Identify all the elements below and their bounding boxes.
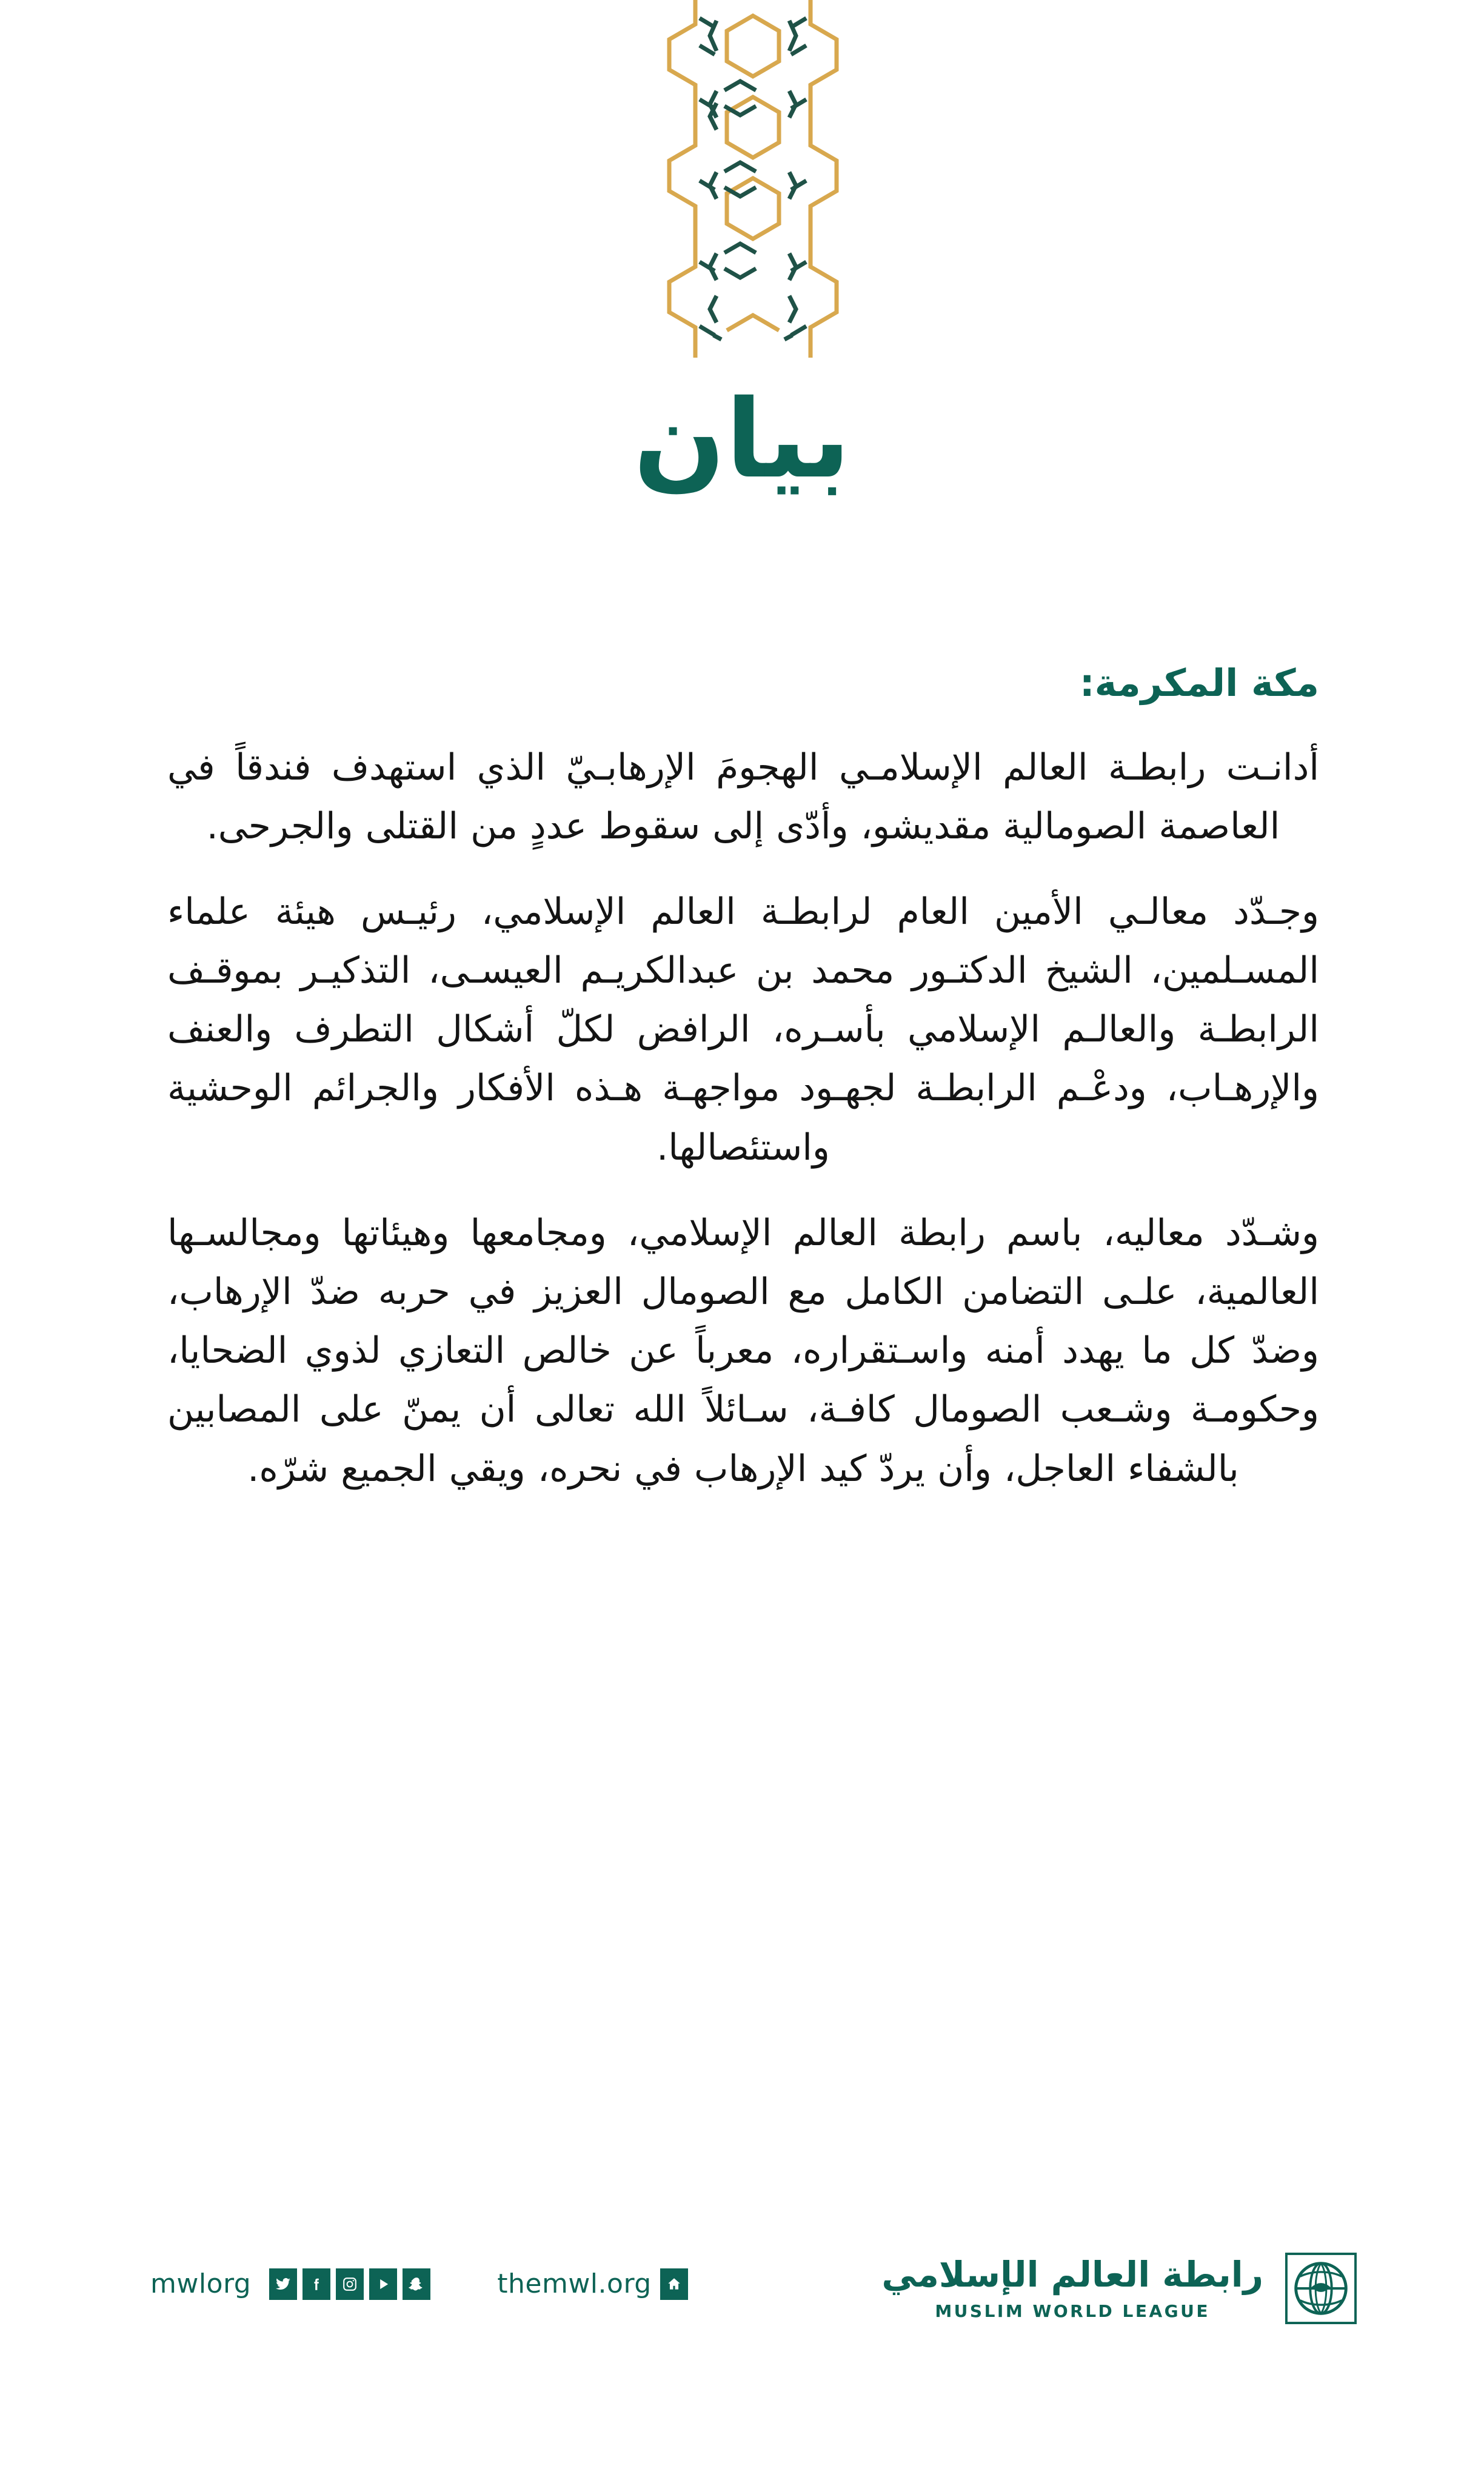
footer bbox=[0, 2243, 1484, 2401]
facebook-icon[interactable] bbox=[302, 2268, 330, 2300]
paragraph-1: أدانـت رابطـة العالم الإسلامـي الهجومَ الإرهابـيّ الذي استهدف فندقاً في العاصمة الصومالية مقديشو، وأدّى إلى سقوط عددٍ من القتلى والجرحى. bbox=[167, 746, 1319, 847]
dateline: مكة المكرمة: bbox=[1079, 661, 1319, 705]
snapchat-icon[interactable] bbox=[403, 2268, 430, 2300]
social-handle: mwlorg bbox=[150, 2268, 252, 2299]
home-icon[interactable] bbox=[660, 2268, 688, 2300]
mwl-wordmark bbox=[881, 2253, 1263, 2322]
mwl-logo bbox=[881, 2253, 1357, 2324]
paragraph-3: وشـدّد معاليه، باسم رابطة العالم الإسلامي، ومجامعها وهيئاتها ومجالسـها العالمية، علـى التضامن الكامل مع الصومال العزيز في حربه ضدّ الإرهاب، وضدّ كل ما يهدد أمنه واسـتقراره، معرباً عن خالص التعازي لذوي الضحايا، وحكومـة وشـعب الصومال كافـة، سـائلاً الله تعالى أن يمنّ على المصابين بالشفاء العاجل، وأن يردّ كيد الإرهاب في نحره، ويقي الجميع شرّه. bbox=[167, 1211, 1319, 1490]
statement-body bbox=[167, 660, 1319, 1499]
social-icon-row bbox=[269, 2268, 430, 2300]
website-group bbox=[497, 2268, 687, 2300]
paragraph-2: وجـدّد معالـي الأمين العام لرابطـة العالم الإسلامي، رئيـس هيئة علماء المسـلمين، الشيخ الدكتـور محمد بن عبدالكريـم العيسـى، التذكيـر بموقـف الرابطـة والعالـم الإسلامي بأسـره، الرافض لكلّ أشكال التطرف والعنف والإرهـاب، ودعْـم الرابطـة لجهـود مواجهـة هـذه الأفكار والجرائم الوحشية واستئصالها. bbox=[167, 890, 1319, 1169]
mwl-name-arabic: رابطة العالم الإسلامي bbox=[881, 2253, 1263, 2295]
website-url: themwl.org bbox=[497, 2268, 652, 2299]
footer-social-group bbox=[150, 2268, 688, 2300]
globe-emblem-icon bbox=[1285, 2253, 1357, 2324]
mwl-name-english: MUSLIM WORLD LEAGUE bbox=[935, 2301, 1211, 2322]
header-ornament bbox=[642, 0, 842, 364]
twitter-icon[interactable] bbox=[269, 2268, 297, 2300]
page-title: بيان bbox=[633, 376, 851, 502]
instagram-icon[interactable] bbox=[336, 2268, 364, 2300]
geometric-pattern-icon bbox=[642, 0, 842, 364]
youtube-icon[interactable] bbox=[369, 2268, 397, 2300]
